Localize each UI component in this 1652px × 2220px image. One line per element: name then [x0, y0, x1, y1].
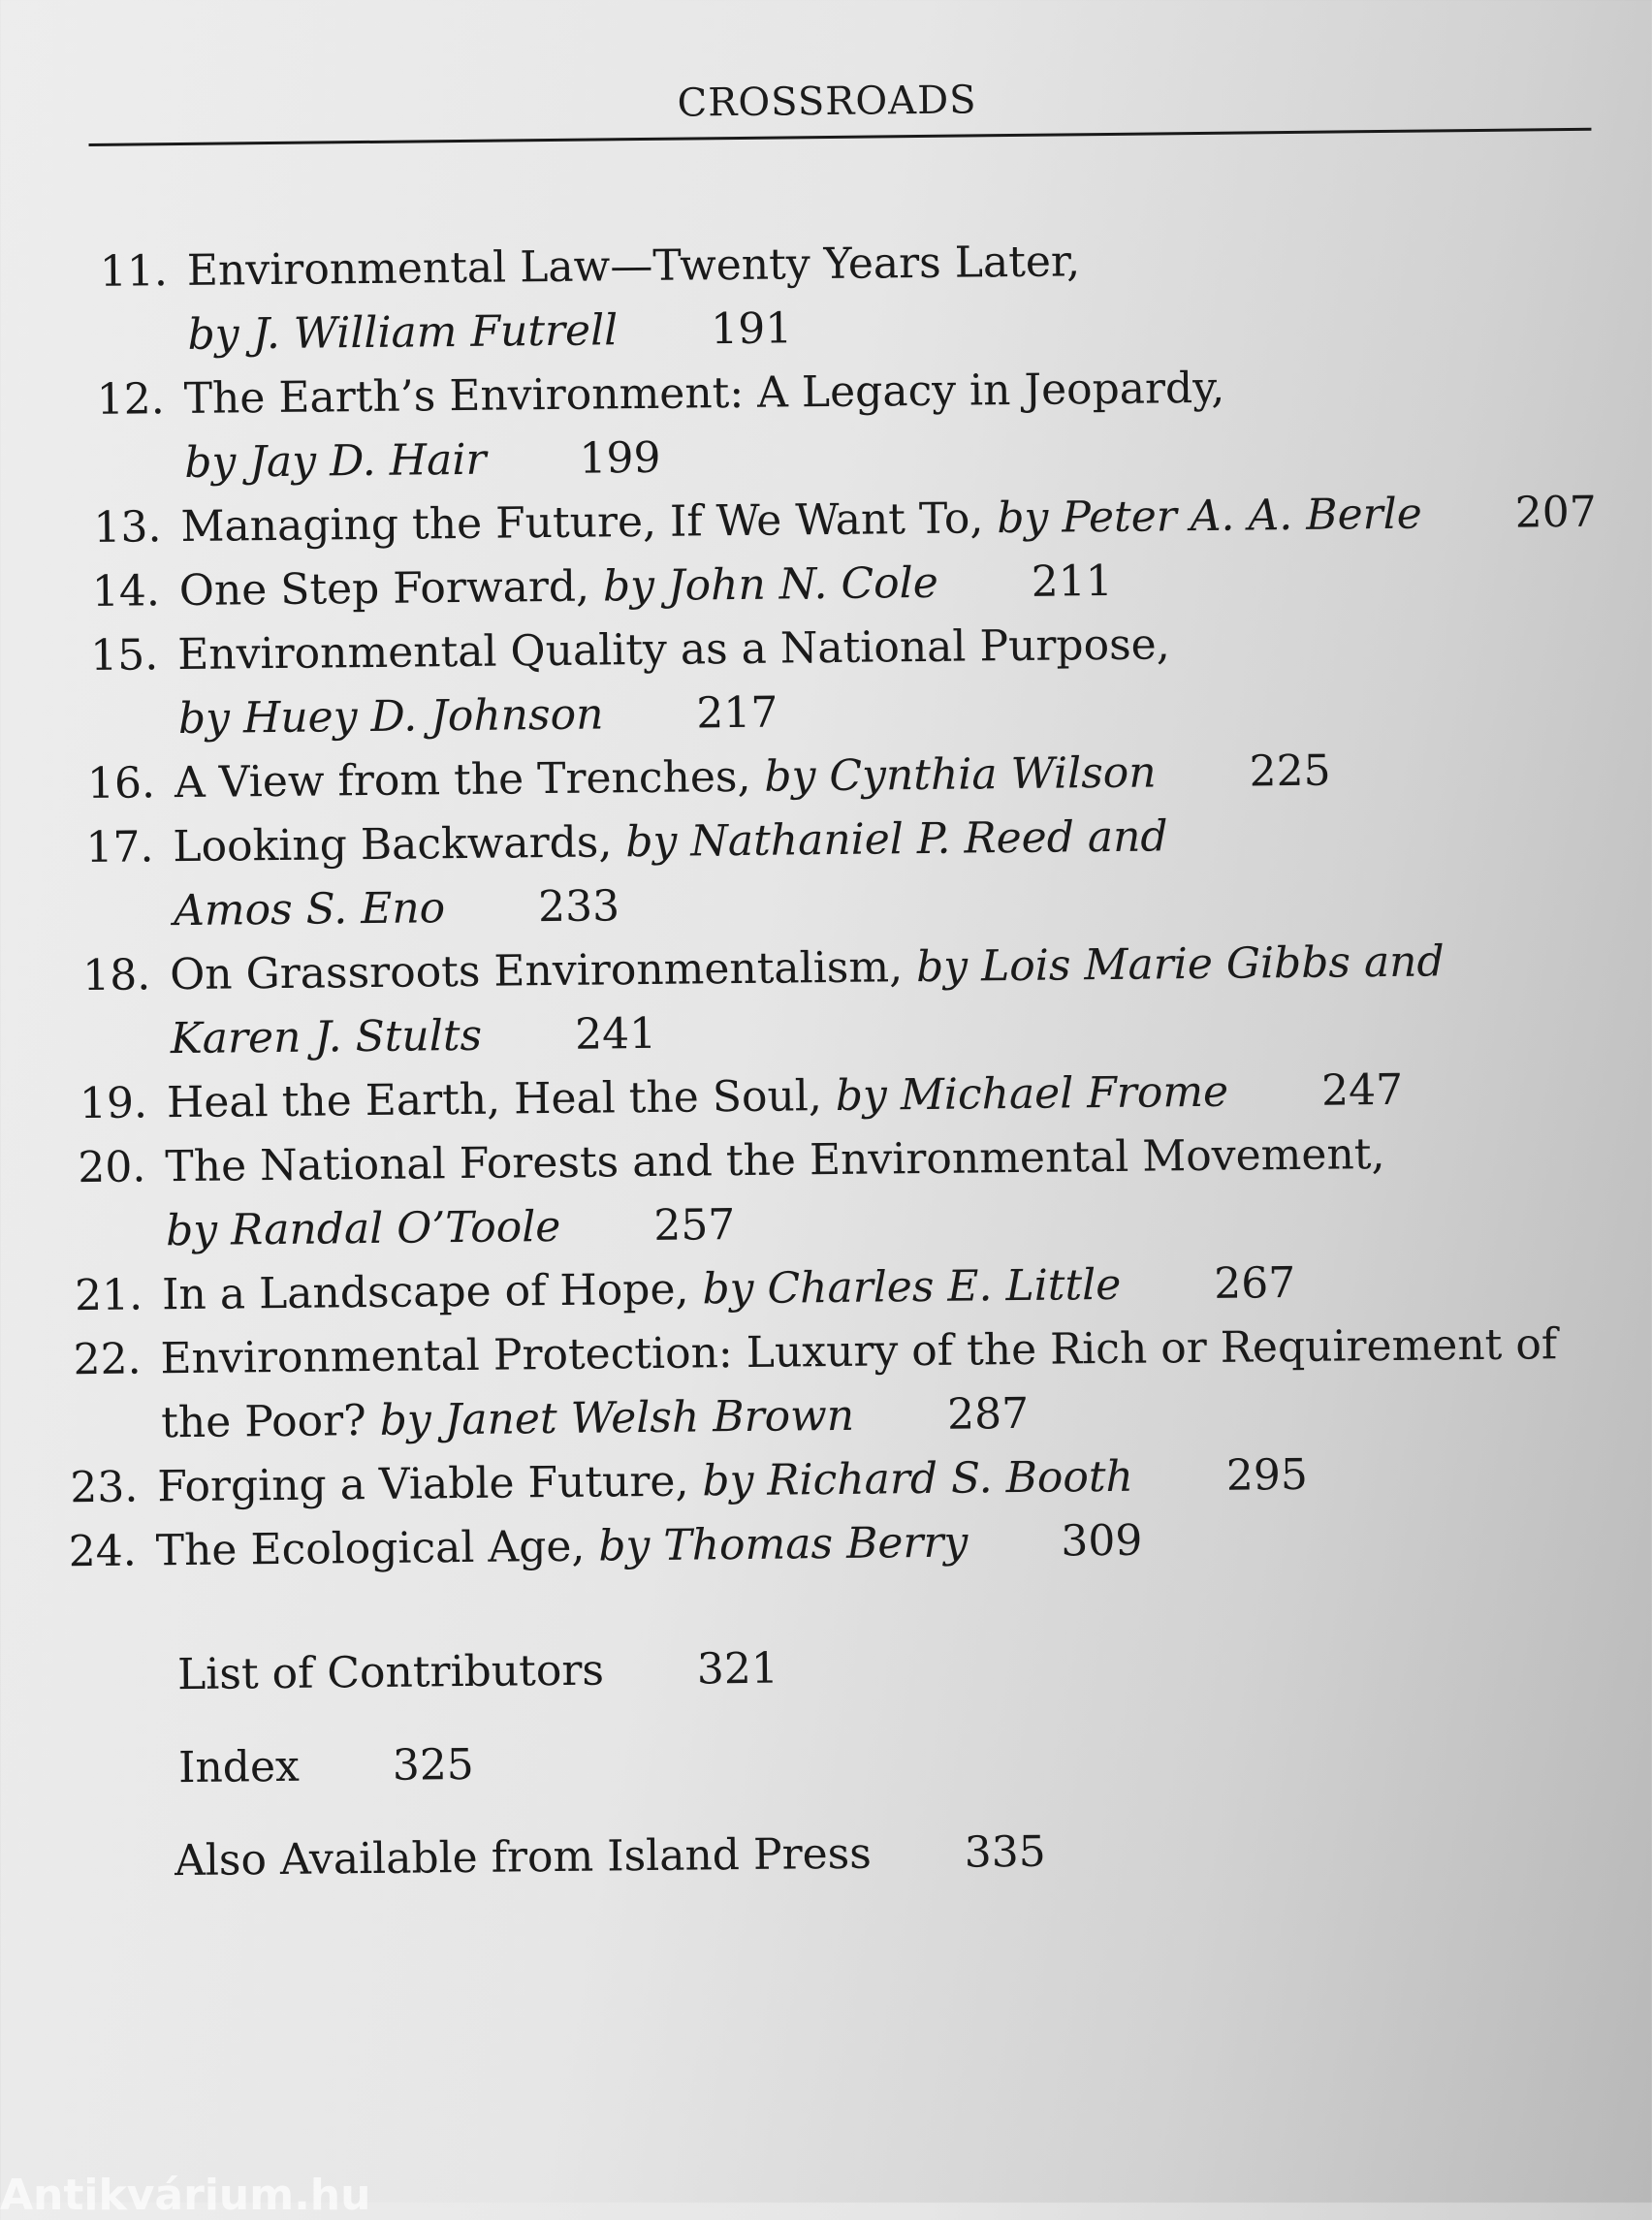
page-number: 335 [964, 1826, 1047, 1878]
entry-number: 14. [91, 566, 161, 617]
entry-line [177, 613, 1170, 687]
entry-author: by Janet Welsh Brown [379, 1390, 855, 1445]
page-number: 287 [946, 1388, 1030, 1440]
page-number: 247 [1320, 1064, 1404, 1116]
page-number: 233 [537, 881, 620, 933]
entry-number: 24. [68, 1526, 137, 1577]
entry-body [180, 481, 1597, 559]
entry-author: by Michael Frome [835, 1066, 1229, 1121]
entry-title: The National Forests and the Environmental Movement, [165, 1129, 1385, 1192]
entry-body [157, 1443, 1308, 1519]
entry-author: by Huey D. Johnson [177, 689, 604, 745]
entry-title: the Poor? [160, 1395, 380, 1448]
entry-body [175, 740, 1331, 815]
entry-number: 12. [96, 374, 165, 425]
page-number: 217 [696, 687, 778, 739]
page-number: 225 [1249, 745, 1331, 797]
entry-body [179, 550, 1114, 623]
page-number: 309 [1061, 1515, 1143, 1567]
back-matter-item [177, 1637, 779, 1707]
entry-number: 18. [81, 950, 151, 1001]
entry-title: Environmental Law—Twenty Years Later, [186, 237, 1081, 296]
entry-line [165, 1123, 1385, 1199]
entry-body [160, 1313, 1558, 1455]
entry-author: Karen J. Stults [170, 1010, 483, 1064]
entry-body [187, 230, 1082, 367]
entry-author: by Nathaniel P. Reed and [625, 811, 1168, 868]
back-matter-title: Also Available from Island Press [174, 1828, 873, 1887]
back-matter-item [175, 1821, 1046, 1893]
entry-number: 15. [89, 630, 159, 681]
page-number: 191 [710, 303, 793, 355]
entry-title: Forging a Viable Future, [157, 1456, 703, 1512]
page-number: 295 [1225, 1449, 1309, 1501]
back-matter-title: List of Contributors [176, 1645, 605, 1700]
entry-line [187, 230, 1081, 303]
page-number: 325 [392, 1739, 475, 1791]
entry-line [161, 1377, 1558, 1455]
page-number: 241 [574, 1008, 657, 1060]
entry-author: by Jay D. Hair [184, 434, 487, 488]
entry-title: The Ecological Age, [155, 1521, 599, 1576]
entry-body [162, 1252, 1296, 1327]
entry-line [184, 421, 1225, 495]
entry-number: 13. [93, 502, 162, 553]
entry-title: The Earth’s Environment: A Legacy in Jeopardy, [183, 363, 1225, 424]
entry-line [187, 294, 1081, 367]
entry-author: by J. William Futrell [187, 305, 619, 360]
entry-title: In a Landscape of Hope, [161, 1264, 703, 1320]
entry-author: by Richard S. Booth [702, 1451, 1134, 1506]
page-number: 211 [1031, 555, 1113, 607]
entry-title: One Step Forward, [178, 561, 604, 617]
entry-body [155, 1509, 1142, 1584]
entry-title: Environmental Quality as a National Purpose, [176, 619, 1170, 681]
entry-line [174, 869, 1169, 943]
watermark: Antikvárium.hu [0, 2171, 371, 2220]
entry-title: Environmental Protection: Luxury of the Rich or Requirement of [160, 1319, 1558, 1384]
entry-line [183, 357, 1224, 431]
back-matter-item [178, 1733, 474, 1800]
entry-number: 21. [74, 1270, 143, 1321]
back-matter-title: Index [177, 1741, 301, 1793]
entry-number: 11. [99, 246, 169, 297]
entry-number: 17. [85, 822, 154, 873]
entry-author: by John N. Cole [602, 557, 938, 612]
entry-body [170, 930, 1446, 1071]
entry-line [178, 677, 1171, 751]
running-head: CROSSROADS [677, 78, 977, 126]
entry-body [183, 357, 1225, 495]
entry-body [173, 805, 1169, 943]
entry-title: Managing the Future, If We Want To, [180, 493, 998, 552]
entry-line [155, 1509, 1142, 1584]
entry-line [162, 1252, 1296, 1327]
entry-number: 19. [79, 1078, 148, 1129]
entry-author: by Randal O’Toole [165, 1201, 561, 1256]
page-number: 257 [653, 1200, 736, 1251]
page-number: 199 [579, 432, 661, 484]
page-number: 267 [1213, 1258, 1296, 1309]
page-number: 207 [1514, 487, 1597, 538]
entry-author: by Charles E. Little [702, 1259, 1122, 1315]
page-number: 321 [696, 1643, 779, 1695]
entry-title: Looking Backwards, [173, 817, 626, 872]
entry-number: 23. [70, 1462, 139, 1513]
entry-title: A View from the Trenches, [174, 751, 765, 809]
entry-number: 20. [78, 1142, 146, 1193]
entry-line [175, 740, 1331, 815]
entry-line [179, 550, 1114, 623]
entry-body [165, 1123, 1385, 1263]
entry-line [157, 1443, 1308, 1519]
entry-body [177, 613, 1171, 751]
entry-line [180, 481, 1597, 559]
entry-line [173, 805, 1168, 879]
entry-line [170, 930, 1445, 1007]
entry-title: Heal the Earth, Heal the Soul, [166, 1070, 837, 1128]
entry-author: by Thomas Berry [598, 1517, 969, 1571]
entry-author: Amos S. Eno [173, 883, 446, 936]
entry-author: by Lois Marie Gibbs and [915, 936, 1445, 993]
entry-author: by Cynthia Wilson [764, 747, 1157, 802]
entry-number: 22. [73, 1334, 142, 1385]
entry-number: 16. [86, 758, 156, 809]
entry-author: by Peter A. A. Berle [997, 489, 1423, 544]
header-rule [89, 128, 1592, 146]
entry-title: On Grassroots Environmentalism, [169, 942, 917, 1000]
